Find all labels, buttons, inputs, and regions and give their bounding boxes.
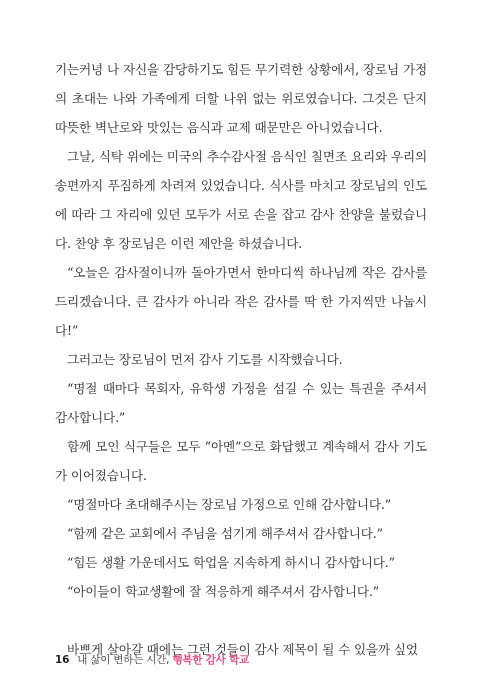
page-number: 16 xyxy=(55,654,70,666)
paragraph: 기는커녕 나 자신을 감당하기도 힘든 무기력한 상황에서, 장로님 가정의 초대는 나와 가족에게 더할 나위 없는 위로였습니다. 그것은 단지 따뜻한 벽난로와 맛있는 음식과 교제 때문만은 아니었습니다. xyxy=(55,62,427,135)
paragraph: “명절 때마다 목회자, 유학생 가정을 섬길 수 있는 특권을 주셔서 감사합니다.” xyxy=(55,381,427,425)
page-footer xyxy=(55,652,249,667)
paragraph: “힘든 생활 가운데서도 학업을 지속하게 하시니 감사합니다.” xyxy=(67,555,395,570)
paragraph: 그날, 식탁 위에는 미국의 추수감사절 음식인 칠면조 요리와 우리의 송편까지 푸짐하게 차려져 있었습니다. 식사를 마치고 장로님의 인도에 따라 그 자리에 있던 모두가 서로 손을 잡고 감사 찬양을 불렀습니다. 찬양 후 장로님은 이런 제안을 하셨습니다. xyxy=(55,149,427,251)
paragraph: “오늘은 감사절이니까 돌아가면서 한마디씩 하나님께 작은 감사를 드리겠습니다. 큰 감사가 아니라 작은 감사를 딱 한 가지씩만 나눕시다!” xyxy=(55,265,427,338)
paragraph: 그러고는 장로님이 먼저 감사 기도를 시작했습니다. xyxy=(67,352,343,367)
paragraph: 함께 모인 식구들은 모두 “아멘”으로 화답했고 계속해서 감사 기도가 이어졌습니다. xyxy=(55,439,427,483)
series-title-highlight: 행복한 감사 학교 xyxy=(172,654,249,666)
paragraph: “아이들이 학교생활에 잘 적응하게 해주셔서 감사합니다.” xyxy=(67,584,380,599)
body-text xyxy=(55,55,427,664)
paragraph: 바쁘게 살아갈 때에는 그런 것들이 감사 제목이 될 수 있을까 싶었 xyxy=(67,642,418,657)
paragraph: “명절마다 초대해주시는 장로님 가정으로 인해 감사합니다.” xyxy=(67,497,392,512)
series-title: 내 삶이 변하는 시간, xyxy=(77,654,173,666)
paragraph: “함께 같은 교회에서 주님을 섬기게 해주셔서 감사합니다.” xyxy=(67,526,383,541)
